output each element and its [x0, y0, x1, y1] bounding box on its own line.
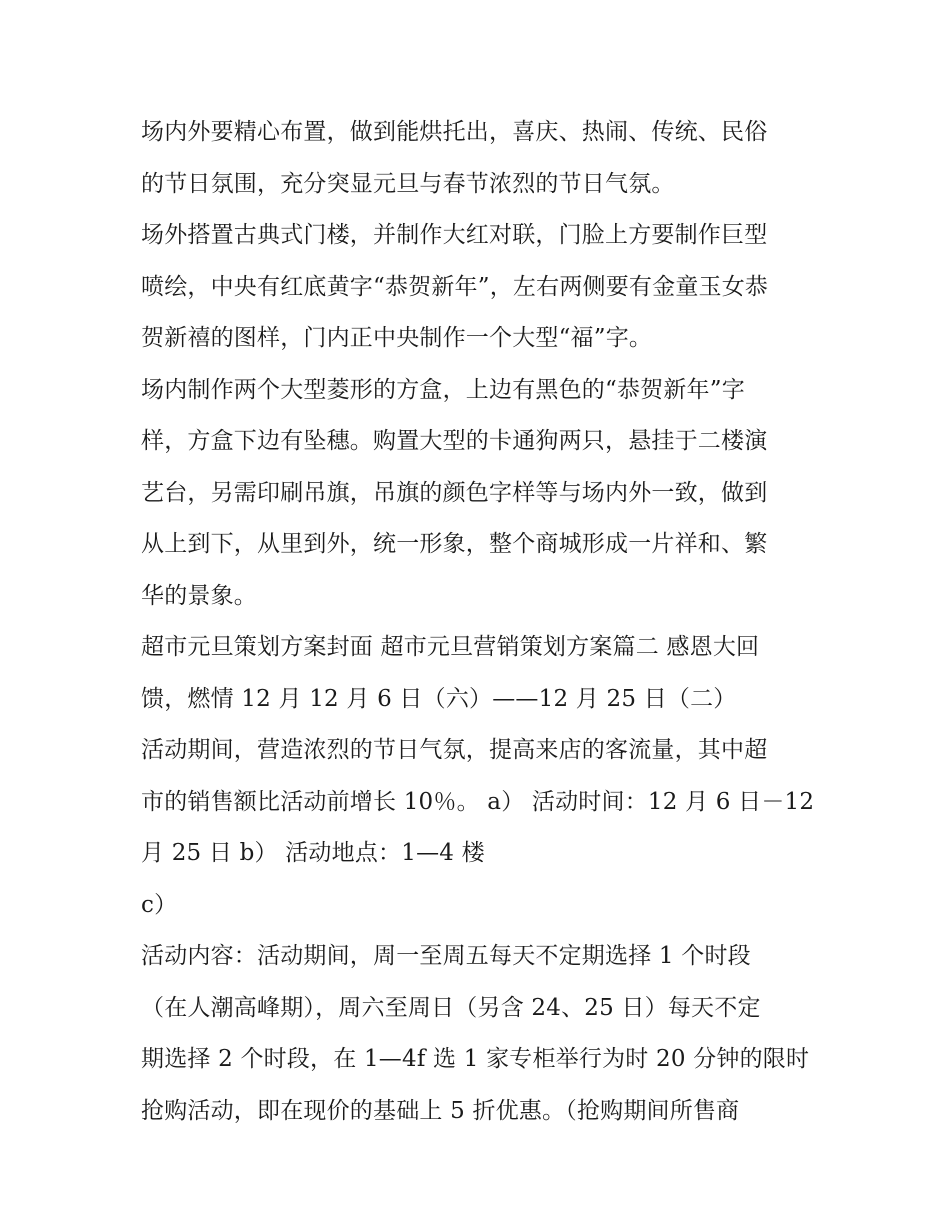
text-line: 艺台，另需印刷吊旗，吊旗的颜色字样等与场内外一致，做到	[141, 479, 768, 506]
text-line: 超市元旦策划方案封面 超市元旦营销策划方案篇二 感恩大回	[141, 634, 760, 660]
text-line: 场内制作两个大型菱形的方盒，上边有黑色的“恭贺新年”字	[141, 376, 745, 403]
text-line: 抢购活动，即在现价的基础上 5 折优惠。（抢购期间所售商	[141, 1097, 740, 1124]
document-body	[141, 107, 821, 1137]
text-line: 华的景象。	[141, 582, 257, 609]
text-line: 活动内容：活动期间，周一至周五每天不定期选择 1 个时段	[141, 943, 751, 969]
text-line: 样，方盒下边有坠穗。购置大型的卡通狗两只，悬挂于二楼演	[141, 428, 768, 454]
text-line: 场外搭置古典式门楼，并制作大红对联，门脸上方要制作巨型	[141, 222, 768, 248]
text-line: 的节日氛围，充分突显元旦与春节浓烈的节日气氛。	[141, 170, 675, 197]
text-line: 月 25 日 b） 活动地点：1—4 楼	[141, 840, 485, 866]
text-line: 市的销售额比活动前增长 10％。 a） 活动时间：12 月 6 日－12	[141, 788, 815, 815]
text-line: 馈，燃情 12 月 12 月 6 日（六）——12 月 25 日（二）	[141, 685, 737, 712]
text-line: 期选择 2 个时段，在 1—4f 选 1 家专柜举行为时 20 分钟的限时	[141, 1046, 810, 1072]
text-line: 场内外要精心布置，做到能烘托出，喜庆、热闹、传统、民俗	[141, 119, 768, 145]
text-line: 从上到下，从里到外，统一形象，整个商城形成一片祥和、繁	[141, 531, 768, 557]
text-line: 喷绘，中央有红底黄字“恭贺新年”，左右两侧要有金童玉女恭	[141, 273, 769, 300]
text-line: c）	[141, 891, 178, 918]
text-line: （在人潮高峰期），周六至周日（另含 24、25 日）每天不定	[141, 994, 761, 1021]
text-line: 贺新禧的图样，门内正中央制作一个大型“福”字。	[141, 325, 653, 351]
text-line: 活动期间，营造浓烈的节日气氛，提高来店的客流量，其中超	[141, 737, 768, 763]
